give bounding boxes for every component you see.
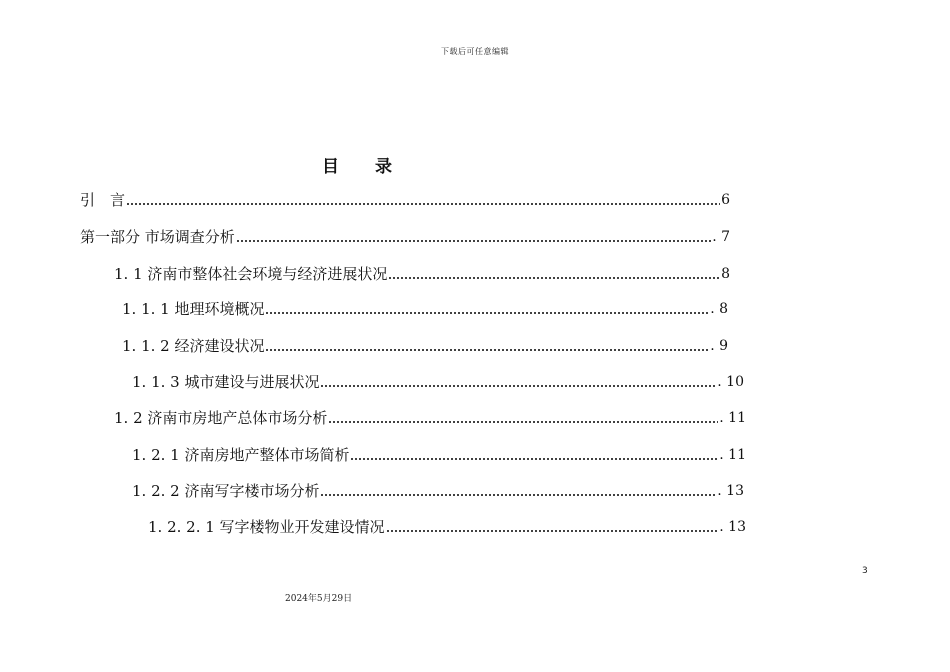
toc-entry-label: 1. 1 济南市整体社会环境与经济进展状况 [114,265,388,283]
toc-entry-label: 1. 1. 3 城市建设与进展状况 [132,373,320,391]
dot-leader [328,421,718,423]
dot-leader [386,530,719,532]
toc-entry-part-one[interactable] [80,226,730,248]
toc-entry-label: 1. 2. 1 济南房地产整体市场简析 [132,446,350,464]
dot-leader [350,458,718,460]
toc-entry-page: . 11 [719,410,746,426]
toc-entry-1-2[interactable] [114,407,746,429]
page-number: 3 [862,566,868,576]
toc-entry-page: 6 [721,192,730,208]
page-header: 下载后可任意编辑 [441,47,509,56]
dot-leader [265,349,709,351]
dot-leader [320,385,716,387]
toc-title: 目录 [322,157,428,177]
toc-entry-page: 8 [721,266,730,282]
toc-entry-1-1[interactable] [114,263,730,285]
toc-entry-1-1-2[interactable] [122,335,728,357]
toc-entry-introduction[interactable] [80,189,730,211]
dot-leader [126,203,720,205]
toc-entry-label: 1. 1. 2 经济建设状况 [122,337,265,355]
toc-entry-page: . 10 [717,374,744,390]
toc-entry-1-2-2-1[interactable] [148,516,746,538]
toc-entry-label: 引 言 [80,191,126,209]
toc-entry-label: 1. 2. 2 济南写字楼市场分析 [132,482,320,500]
toc-entry-1-1-3[interactable] [132,371,744,393]
toc-entry-label: 第一部分 市场调查分析 [80,228,235,246]
toc-entry-1-2-2[interactable] [132,480,744,502]
footer-date: 2024年5月29日 [285,594,353,604]
toc-entry-label: 1. 2 济南市房地产总体市场分析 [114,409,328,427]
toc-entry-1-2-1[interactable] [132,444,746,466]
dot-leader [265,312,709,314]
toc-entry-page: . 9 [710,338,728,354]
toc-entry-page: . 8 [710,301,728,317]
toc-entry-page: . 7 [712,229,730,245]
toc-entry-label: 1. 2. 2. 1 写字楼物业开发建设情况 [148,518,385,536]
toc-entry-page: . 11 [719,447,746,463]
dot-leader [320,494,716,496]
toc-entry-label: 1. 1. 1 地理环境概况 [122,300,265,318]
toc-entry-page: . 13 [719,519,746,535]
toc-entry-page: . 13 [717,483,744,499]
dot-leader [388,277,720,279]
toc-entry-1-1-1[interactable] [122,298,728,320]
dot-leader [236,240,711,242]
